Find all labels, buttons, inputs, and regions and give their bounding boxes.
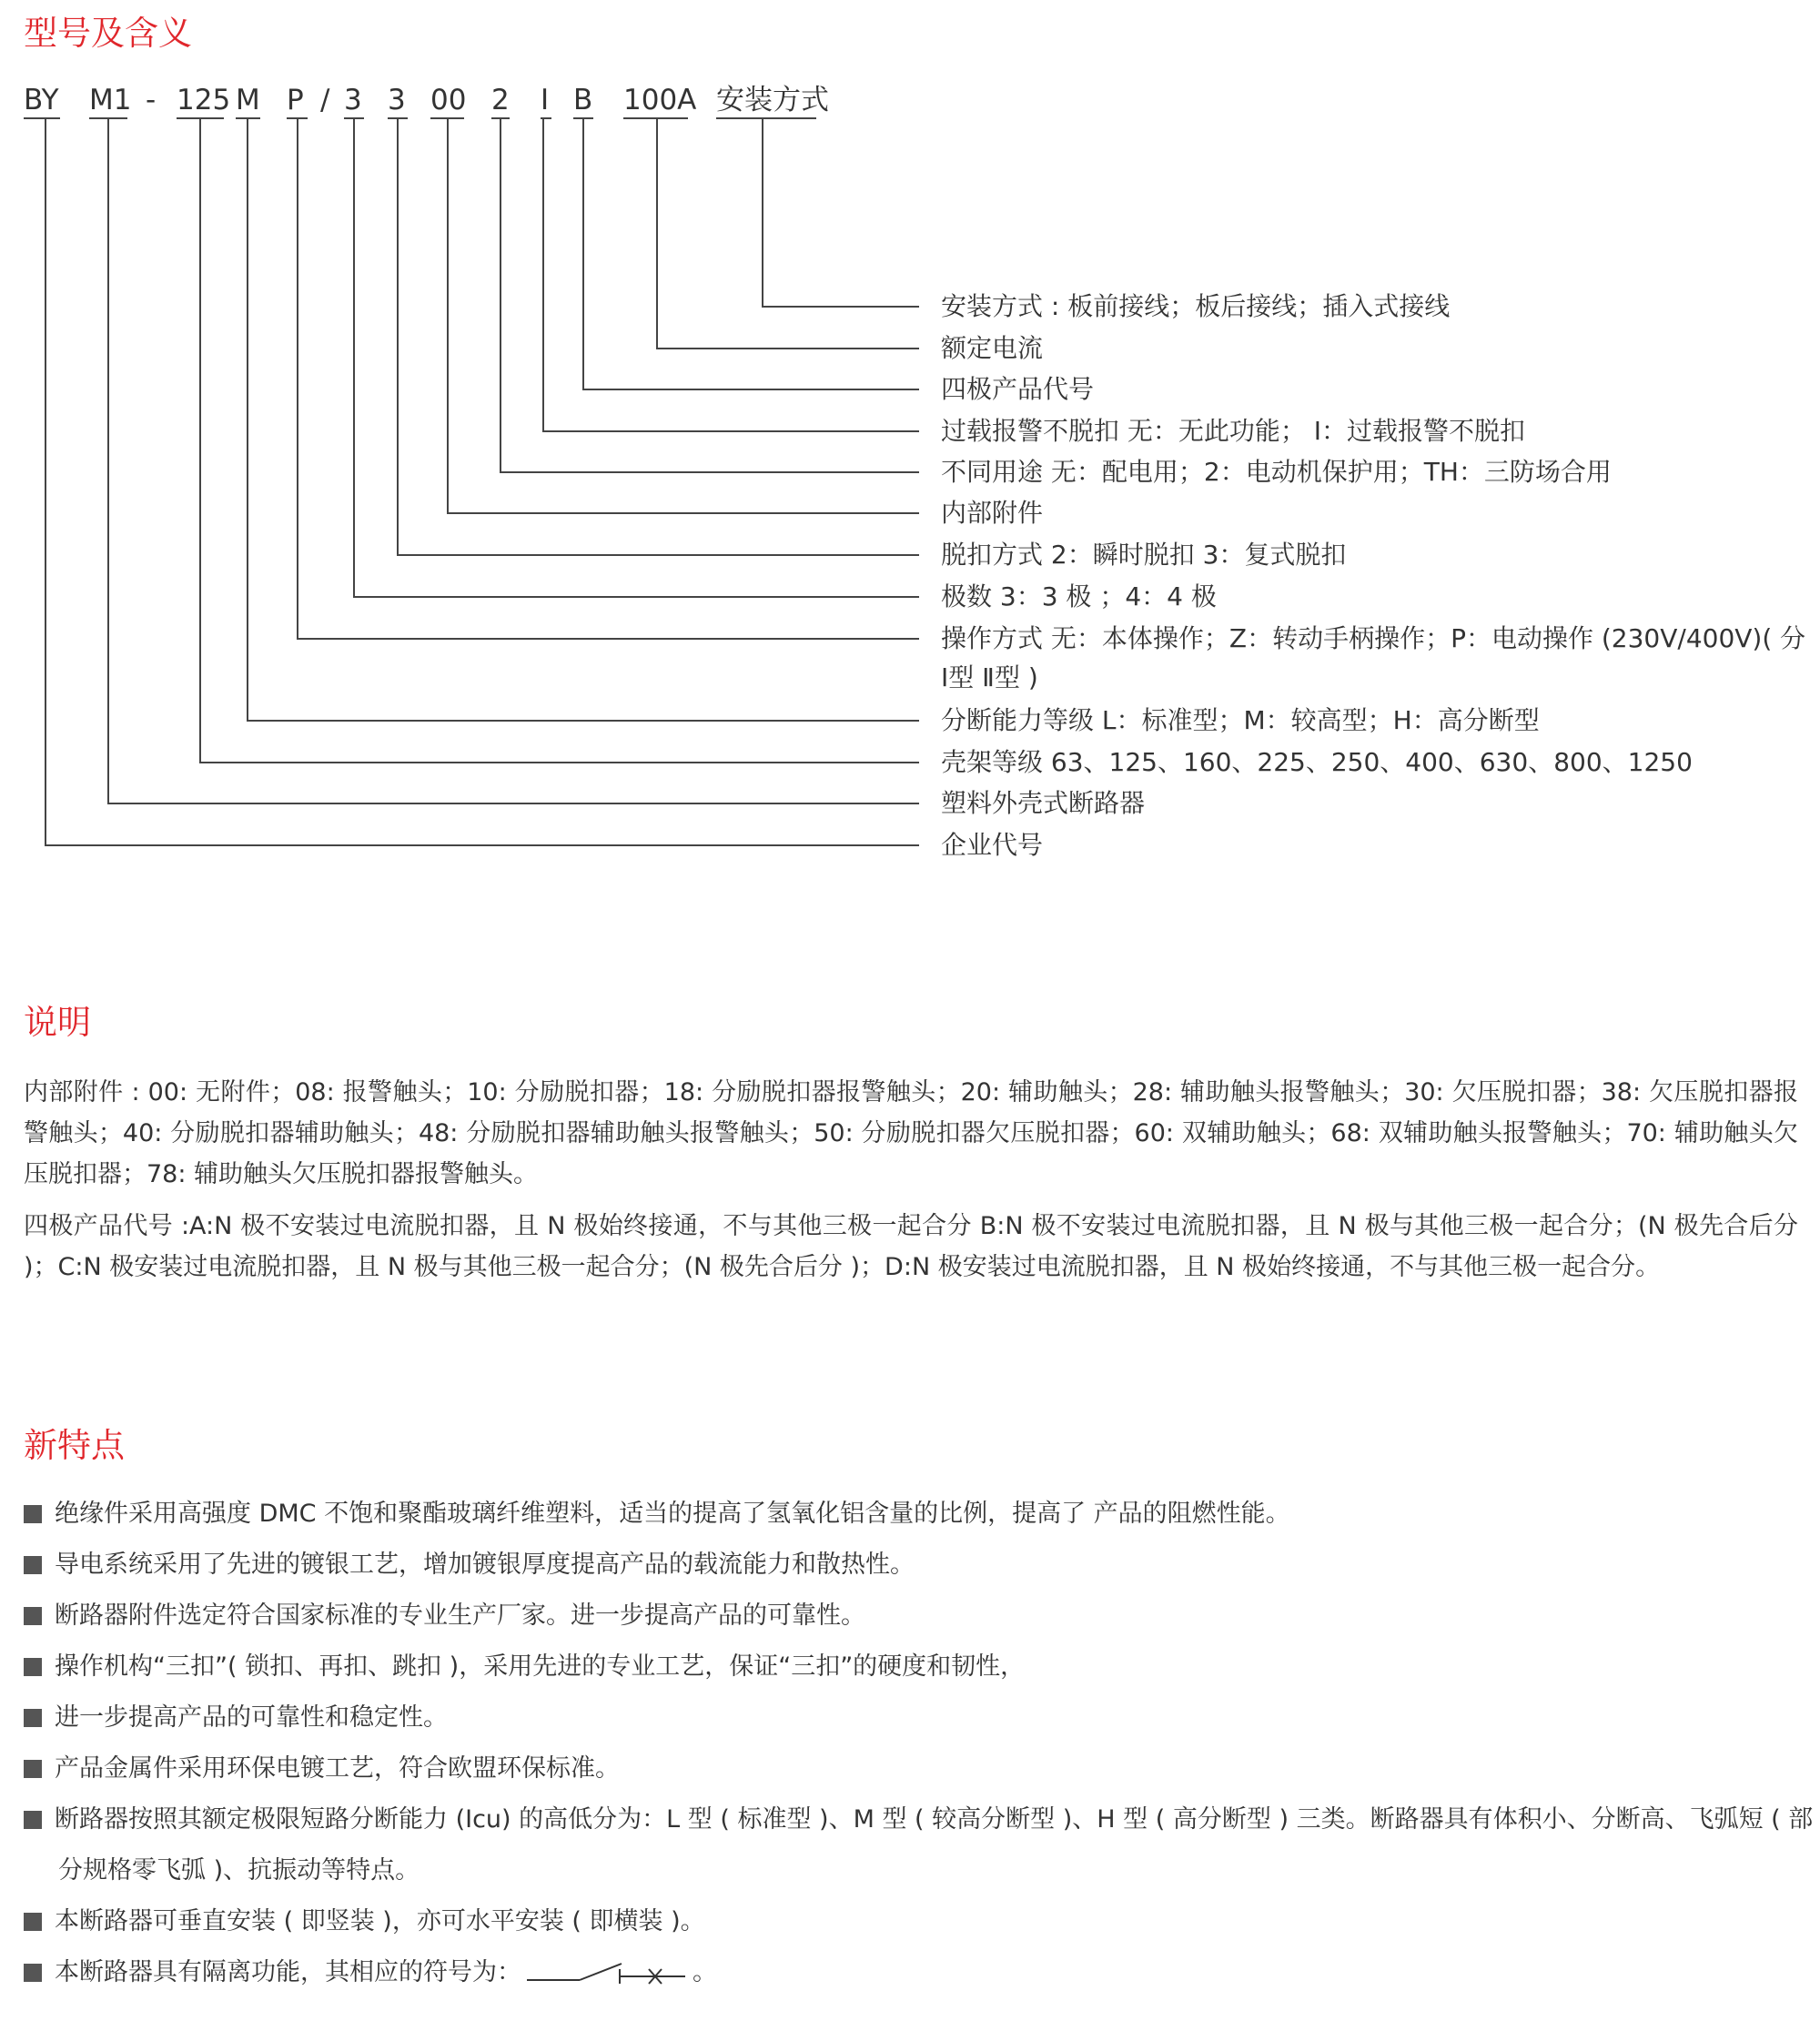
bullet-square-icon (24, 1556, 42, 1574)
label-rated-current: 额定电流 (941, 333, 1044, 363)
list-item: 操作机构“三扣”( 锁扣、再扣、跳扣 )，采用先进的专业工艺，保证“三扣”的硬度和韧性， (24, 1642, 1025, 1692)
code-dash: - (146, 84, 157, 116)
code-2: 2 (491, 84, 510, 116)
code-00: 00 (430, 84, 467, 116)
label-operation-cont: Ⅰ型 Ⅱ型 ) (941, 662, 1038, 692)
code-m: M (236, 84, 260, 116)
label-usage: 不同用途 无：配电用；2：电动机保护用；TH：三防场合用 (941, 457, 1612, 487)
model-heading: 型号及含义 (24, 14, 192, 53)
label-poles: 极数 3：3 极 ；4：4 极 (941, 581, 1217, 611)
isolation-symbol-icon (525, 1956, 689, 1986)
code-b: B (573, 84, 593, 116)
code-mount: 安装方式 (716, 84, 829, 116)
list-item: 本断路器可垂直安装 ( 即竖装 )，亦可水平安装 ( 即横装 )。 (24, 1896, 705, 1947)
notes-four-pole-paragraph: 四极产品代号 :A:N 极不安装过电流脱扣器，且 N 极始终接通，不与其他三极一起合分 B:N 极不安装过电流脱扣器，且 N 极与其他三极一起合分；(N 极先合后分 )；C:N 极安装过电流脱扣器，且 N 极与其他三极一起合分；(N 极先合后分 )；D:N 极安装过电流脱扣器，且 N 极始终接通，不与其他三极一起合分。 (24, 1212, 1798, 1281)
label-operation: 操作方式 无：本体操作；Z：转动手柄操作；P：电动操作 (230V/400V)( 分 (941, 623, 1806, 653)
code-by: BY (24, 84, 59, 116)
bullet-square-icon (24, 1964, 42, 1982)
bullet-square-icon (24, 1760, 42, 1778)
list-item: 产品金属件采用环保电镀工艺，符合欧盟环保标准。 (24, 1743, 620, 1794)
label-four-pole: 四极产品代号 (941, 374, 1095, 404)
list-item-continuation: 分规格零飞弧 )、抗振动等特点。 (58, 1856, 420, 1884)
code-slash: / (320, 84, 330, 116)
designation-connector-lines (0, 0, 1820, 874)
bullet-square-icon (24, 1505, 42, 1523)
list-item: 导电系统采用了先进的镀银工艺，增加镀银厚度提高产品的载流能力和散热性。 (24, 1540, 915, 1591)
list-item: 断路器附件选定符合国家标准的专业生产厂家。进一步提高产品的可靠性。 (24, 1591, 865, 1642)
bullet-square-icon (24, 1607, 42, 1625)
label-overload: 过载报警不脱扣 无：无此功能； Ⅰ：过载报警不脱扣 (941, 416, 1526, 446)
list-item: 进一步提高产品的可靠性和稳定性。 (24, 1692, 448, 1743)
label-trip-mode: 脱扣方式 2：瞬时脱扣 3：复式脱扣 (941, 540, 1347, 570)
bullet-square-icon (24, 1913, 42, 1931)
code-3b: 3 (388, 84, 406, 116)
code-100a: 100A (623, 84, 697, 116)
features-heading: 新特点 (24, 1426, 125, 1465)
list-item: 本断路器具有隔离功能，其相应的符号为： 。 (24, 1947, 717, 1998)
bullet-square-icon (24, 1709, 42, 1727)
notes-accessories-paragraph: 内部附件 : 00: 无附件；08: 报警触头；10: 分励脱扣器；18: 分励脱扣器报警触头；20: 辅助触头；28: 辅助触头报警触头；30: 欠压脱扣器；38: 欠压脱扣器报警触头；40: 分励脱扣器辅助触头；48: 分励脱扣器辅助触头报警触头；50: 分励脱扣器欠压脱扣器；60: 双辅助触头；68: 双辅助触头报警触头；70: 辅助触头欠压脱扣器；78: 辅助触头欠压脱扣器报警触头。 (24, 1078, 1798, 1188)
list-item: 断路器按照其额定极限短路分断能力 (Icu) 的高低分为：L 型 ( 标准型 )、M 型 ( 较高分断型 )、H 型 ( 高分断型 ) 三类。断路器具有体积小、分断高、飞弧短 ( 部 (24, 1794, 1813, 1845)
bullet-square-icon (24, 1811, 42, 1829)
notes-heading: 说明 (24, 1003, 91, 1042)
code-m1: M1 (89, 84, 132, 116)
label-breaking: 分断能力等级 L：标准型；M：较高型；H：高分断型 (941, 705, 1540, 735)
code-p: P (287, 84, 304, 116)
code-3a: 3 (344, 84, 362, 116)
label-company: 企业代号 (941, 830, 1044, 860)
bullet-square-icon (24, 1658, 42, 1676)
label-frame: 壳架等级 63、125、160、225、250、400、630、800、1250 (941, 747, 1693, 777)
label-accessories: 内部附件 (941, 498, 1044, 528)
list-item: 绝缘件采用高强度 DMC 不饱和聚酯玻璃纤维塑料，适当的提高了氢氧化铝含量的比例，提高了 产品的阻燃性能。 (24, 1489, 1290, 1540)
label-mccb: 塑料外壳式断路器 (941, 788, 1146, 818)
code-125: 125 (177, 84, 231, 116)
label-mounting: 安装方式 : 板前接线；板后接线；插入式接线 (941, 291, 1451, 321)
code-i: I (541, 84, 550, 116)
